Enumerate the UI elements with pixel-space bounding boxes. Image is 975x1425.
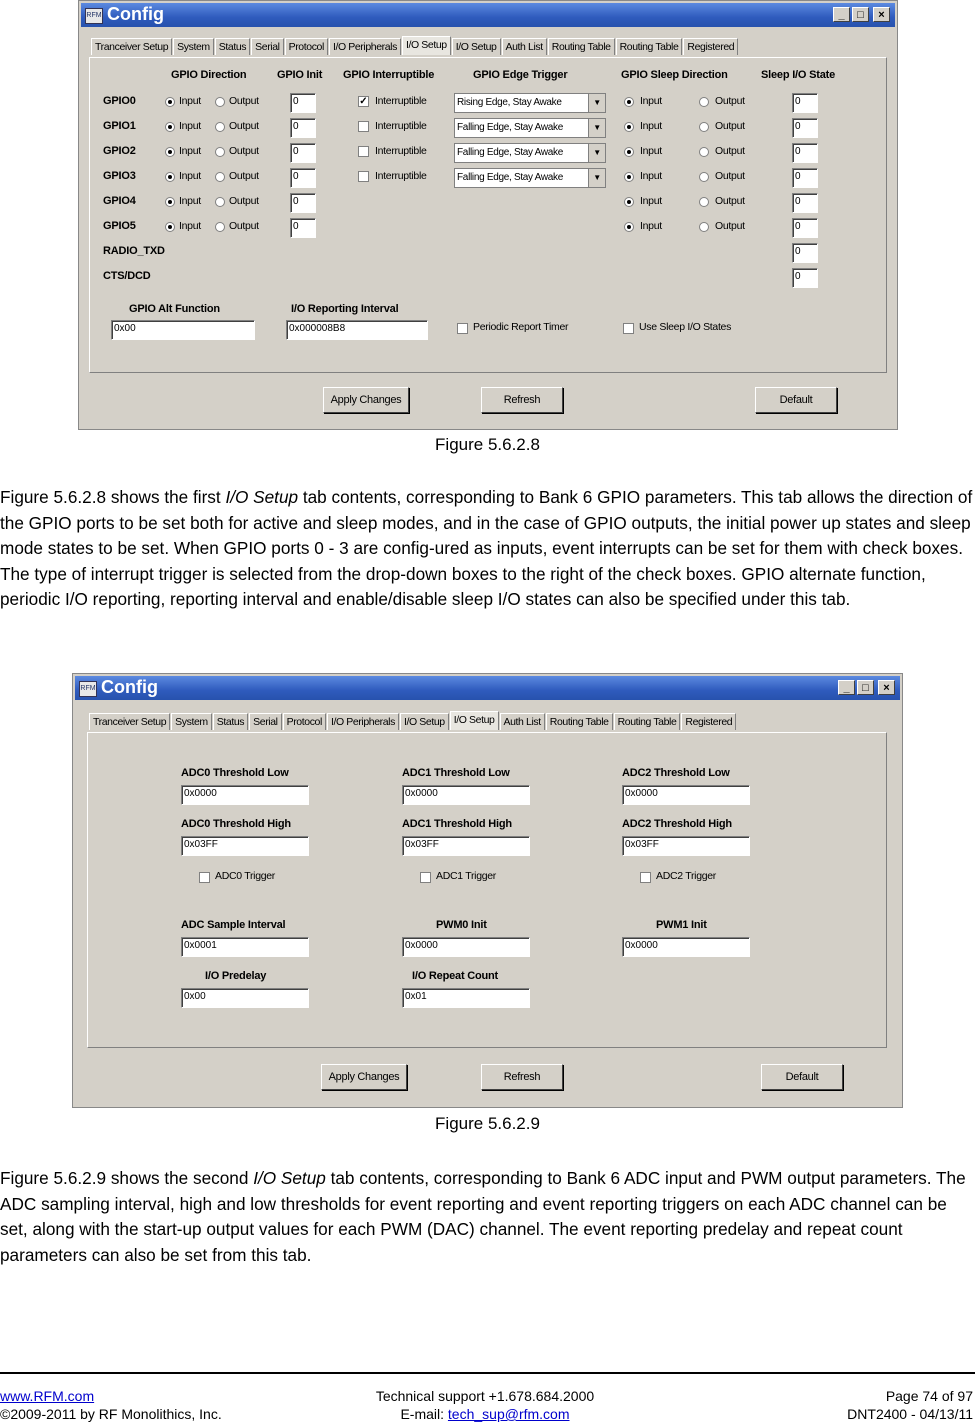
sleep-state-input[interactable]: 0 xyxy=(792,268,818,288)
use-sleep-checkbox[interactable] xyxy=(623,323,634,334)
gpio-init-input[interactable]: 0 xyxy=(290,168,316,188)
direction-output-radio[interactable] xyxy=(215,172,225,182)
sleep-input-radio[interactable] xyxy=(624,222,634,232)
gpio-row-label: GPIO2 xyxy=(103,145,136,157)
minimize-icon[interactable]: _ xyxy=(833,7,850,22)
adc-field-input[interactable]: 0x01 xyxy=(402,988,530,1008)
para1-emphasis: I/O Setup xyxy=(225,487,299,507)
edge-trigger-select[interactable] xyxy=(454,118,606,138)
gpio-row-label: GPIO0 xyxy=(103,95,136,107)
sleep-input-label: Input xyxy=(640,95,662,107)
direction-input-radio[interactable] xyxy=(165,97,175,107)
sleep-output-label: Output xyxy=(715,170,745,182)
tab-3[interactable]: Serial xyxy=(249,713,281,730)
direction-output-radio[interactable] xyxy=(215,147,225,157)
interruptible-label: Interruptible xyxy=(375,145,427,157)
apply-changes-button[interactable]: Apply Changes xyxy=(323,387,409,413)
para2-text-a: Figure 5.6.2.9 shows the second xyxy=(0,1168,254,1188)
edge-trigger-value: Rising Edge, Stay Awake xyxy=(457,97,562,108)
adc-field-input[interactable]: 0x0000 xyxy=(402,937,530,957)
adc-trigger-label: ADC0 Trigger xyxy=(215,870,276,882)
tab-6[interactable]: I/O Setup xyxy=(402,36,451,55)
para2-emphasis: I/O Setup xyxy=(253,1168,326,1188)
sleep-output-label: Output xyxy=(715,220,745,232)
col-sleep-io-state: Sleep I/O State xyxy=(761,69,836,81)
sleep-output-label: Output xyxy=(715,145,745,157)
footer-rule xyxy=(0,1372,975,1374)
adc-field-label: ADC2 Threshold Low xyxy=(622,767,730,779)
sleep-output-radio[interactable] xyxy=(699,147,709,157)
title-bar xyxy=(81,3,895,27)
tab-5[interactable]: I/O Peripherals xyxy=(329,38,401,55)
reporting-interval-label: I/O Reporting Interval xyxy=(291,303,399,315)
direction-input-radio[interactable] xyxy=(165,222,175,232)
adc-trigger-label: ADC1 Trigger xyxy=(436,870,497,882)
tab-8[interactable]: Auth List xyxy=(500,713,545,730)
adc-field-label: I/O Predelay xyxy=(205,970,267,982)
app-icon: RFM xyxy=(79,681,97,697)
tab-8[interactable]: Auth List xyxy=(502,38,547,55)
figure-caption-2: Figure 5.6.2.9 xyxy=(435,1114,540,1133)
refresh-button[interactable]: Refresh xyxy=(481,387,563,413)
adc-field-label: ADC Sample Interval xyxy=(181,919,286,931)
tab-2[interactable]: Status xyxy=(213,713,248,730)
sleep-state-input[interactable]: 0 xyxy=(792,118,818,138)
refresh-button[interactable]: Refresh xyxy=(481,1064,563,1090)
sleep-output-label: Output xyxy=(715,120,745,132)
apply-changes-button[interactable]: Apply Changes xyxy=(321,1064,407,1090)
periodic-timer-checkbox[interactable] xyxy=(457,323,468,334)
adc-field-label: PWM1 Init xyxy=(656,919,707,931)
chevron-down-icon[interactable]: ▼ xyxy=(588,119,605,137)
footer-right xyxy=(847,1387,973,1423)
tab-6[interactable]: I/O Setup xyxy=(400,713,449,730)
support-phone: Technical support +1.678.684.2000 xyxy=(375,1388,595,1404)
direction-input-label: Input xyxy=(179,145,201,157)
col-gpio-sleep-direction: GPIO Sleep Direction xyxy=(621,69,728,81)
col-gpio-direction: GPIO Direction xyxy=(171,69,247,81)
interruptible-checkbox[interactable]: ✓ xyxy=(359,96,368,107)
sleep-output-label: Output xyxy=(715,195,745,207)
direction-input-radio[interactable] xyxy=(165,172,175,182)
direction-input-radio[interactable] xyxy=(165,147,175,157)
adc-field-input[interactable]: 0x00 xyxy=(181,988,309,1008)
tab-0[interactable]: Tranceiver Setup xyxy=(91,38,172,55)
sleep-input-label: Input xyxy=(640,145,662,157)
maximize-icon[interactable]: □ xyxy=(852,7,869,22)
tab-5[interactable]: I/O Peripherals xyxy=(327,713,399,730)
chevron-down-icon[interactable]: ▼ xyxy=(588,94,605,112)
edge-trigger-select[interactable] xyxy=(454,143,606,163)
gpio-row-label: GPIO4 xyxy=(103,195,136,207)
direction-input-label: Input xyxy=(179,220,201,232)
edge-trigger-value: Falling Edge, Stay Awake xyxy=(457,122,564,133)
interruptible-label: Interruptible xyxy=(375,170,427,182)
adc-field-input[interactable]: 0x03FF xyxy=(181,836,309,856)
direction-output-radio[interactable] xyxy=(215,122,225,132)
copyright: ©2009-2011 by RF Monolithics, Inc. xyxy=(0,1406,222,1422)
maximize-icon[interactable]: □ xyxy=(857,680,874,695)
adc-field-input[interactable]: 0x0000 xyxy=(622,785,750,805)
adc-field-input[interactable]: 0x0001 xyxy=(181,937,309,957)
interruptible-checkbox[interactable] xyxy=(358,121,369,132)
direction-input-label: Input xyxy=(179,95,201,107)
interruptible-checkbox[interactable] xyxy=(358,146,369,157)
tab-7[interactable]: I/O Setup xyxy=(450,711,499,730)
gpio-row-label: GPIO1 xyxy=(103,120,136,132)
page-number: Page 74 of 97 xyxy=(885,1388,973,1404)
sleep-input-radio[interactable] xyxy=(624,197,634,207)
sleep-input-label: Input xyxy=(640,120,662,132)
tab-3[interactable]: Serial xyxy=(251,38,283,55)
adc-trigger-checkbox[interactable] xyxy=(420,872,431,883)
direction-output-label: Output xyxy=(229,170,259,182)
direction-input-label: Input xyxy=(179,195,201,207)
direction-output-label: Output xyxy=(229,145,259,157)
gpio-init-input[interactable]: 0 xyxy=(290,93,316,113)
sleep-output-radio[interactable] xyxy=(699,122,709,132)
sleep-state-input[interactable]: 0 xyxy=(792,93,818,113)
sleep-input-label: Input xyxy=(640,220,662,232)
direction-output-radio[interactable] xyxy=(215,97,225,107)
tab-7[interactable]: I/O Setup xyxy=(452,38,501,55)
adc-field-input[interactable]: 0x0000 xyxy=(402,785,530,805)
edge-trigger-select[interactable] xyxy=(454,93,606,113)
tab-9[interactable]: Routing Table xyxy=(546,713,613,730)
sleep-output-radio[interactable] xyxy=(699,197,709,207)
direction-output-label: Output xyxy=(229,220,259,232)
adc-field-input[interactable]: 0x0000 xyxy=(181,785,309,805)
window-title: Config xyxy=(107,4,164,24)
config-window-adc xyxy=(72,673,903,1108)
email-label: E-mail: xyxy=(400,1406,448,1422)
adc-field-label: ADC2 Threshold High xyxy=(622,818,732,830)
tab-4[interactable]: Protocol xyxy=(283,713,326,730)
paragraph-1 xyxy=(0,485,975,613)
sleep-input-radio[interactable] xyxy=(624,172,634,182)
chevron-down-icon[interactable]: ▼ xyxy=(588,144,605,162)
adc-field-label: ADC0 Threshold High xyxy=(181,818,291,830)
gpio-row-label: GPIO3 xyxy=(103,170,136,182)
direction-output-label: Output xyxy=(229,195,259,207)
para1-text-b: tab contents, corresponding to Bank 6 GPIO parameters. This tab allows the direction of the GPIO ports to be set both for active and sleep modes, and in the case of GPIO outputs, the initial power up states and sleep mode states to be set. When GPIO ports 0 - 3 are config-ured as inputs, event interrupts can be set for them with check boxes. The type of interrupt trigger is selected from the drop-down boxes to the right of the check boxes. GPIO alternate function, periodic I/O reporting, reporting interval and enable/disable sleep I/O states can also be specified under this tab. xyxy=(0,487,973,609)
adc-trigger-checkbox[interactable] xyxy=(640,872,651,883)
sleep-input-label: Input xyxy=(640,170,662,182)
tab-10[interactable]: Routing Table xyxy=(616,38,683,55)
para1-text-a: Figure 5.6.2.8 shows the first xyxy=(0,487,226,507)
sleep-state-input[interactable]: 0 xyxy=(792,243,818,263)
tab-1[interactable]: System xyxy=(171,713,212,730)
adc-field-label: PWM0 Init xyxy=(436,919,487,931)
alt-function-input[interactable]: 0x00 xyxy=(111,320,255,340)
gpio-init-input[interactable]: 0 xyxy=(290,143,316,163)
paragraph-2 xyxy=(0,1166,975,1268)
tab-11[interactable]: Registered xyxy=(683,38,738,55)
adc-trigger-label: ADC2 Trigger xyxy=(656,870,717,882)
tab-0[interactable]: Tranceiver Setup xyxy=(89,713,170,730)
sleep-state-input[interactable]: 0 xyxy=(792,218,818,238)
adc-field-label: ADC1 Threshold Low xyxy=(402,767,510,779)
close-icon[interactable]: × xyxy=(878,680,895,695)
minimize-icon[interactable]: _ xyxy=(838,680,855,695)
tab-strip xyxy=(89,712,737,732)
direction-input-label: Input xyxy=(179,120,201,132)
direction-input-radio[interactable] xyxy=(165,197,175,207)
gpio-row-label: GPIO5 xyxy=(103,220,136,232)
title-bar xyxy=(75,676,900,700)
default-button[interactable]: Default xyxy=(761,1064,843,1090)
window-title: Config xyxy=(101,677,158,697)
direction-output-label: Output xyxy=(229,120,259,132)
sleep-input-radio[interactable] xyxy=(624,97,634,107)
sleep-input-radio[interactable] xyxy=(624,147,634,157)
adc-field-input[interactable]: 0x03FF xyxy=(402,836,530,856)
website-link[interactable]: www.RFM.com xyxy=(0,1388,95,1404)
tab-1[interactable]: System xyxy=(173,38,214,55)
use-sleep-label: Use Sleep I/O States xyxy=(639,321,732,333)
tab-9[interactable]: Routing Table xyxy=(548,38,615,55)
sleep-input-radio[interactable] xyxy=(624,122,634,132)
gpio-init-input[interactable]: 0 xyxy=(290,118,316,138)
adc-field-label: ADC0 Threshold Low xyxy=(181,767,289,779)
adc-trigger-checkbox[interactable] xyxy=(199,872,210,883)
email-link[interactable]: tech_sup@rfm.com xyxy=(447,1406,570,1422)
app-icon: RFM xyxy=(85,8,103,24)
sleep-state-input[interactable]: 0 xyxy=(792,143,818,163)
gpio-init-input[interactable]: 0 xyxy=(290,218,316,238)
footer-left xyxy=(0,1387,222,1423)
direction-input-radio[interactable] xyxy=(165,122,175,132)
tab-strip xyxy=(91,37,739,57)
footer-center xyxy=(330,1387,640,1423)
doc-id: DNT2400 - 04/13/11 xyxy=(847,1406,973,1422)
col-gpio-edge-trigger: GPIO Edge Trigger xyxy=(473,69,568,81)
col-gpio-interruptible: GPIO Interruptible xyxy=(343,69,435,81)
config-window-gpio xyxy=(78,0,898,430)
direction-output-radio[interactable] xyxy=(215,222,225,232)
edge-trigger-select[interactable] xyxy=(454,168,606,188)
chevron-down-icon[interactable]: ▼ xyxy=(588,169,605,187)
tab-2[interactable]: Status xyxy=(215,38,250,55)
figure-caption-1: Figure 5.6.2.8 xyxy=(435,435,540,454)
sleep-output-radio[interactable] xyxy=(699,172,709,182)
gpio-init-input[interactable]: 0 xyxy=(290,193,316,213)
para2-text-b: tab contents, corresponding to Bank 6 ADC input and PWM output parameters. The ADC sampling interval, high and low thresholds for event reporting and event reporting triggers on each ADC channel can be set, along with the start-up output values for each PWM (DAC) channel. The event reporting predelay and repeat count parameters can also be set from this tab. xyxy=(0,1168,966,1265)
sleep-output-radio[interactable] xyxy=(699,222,709,232)
sleep-output-radio[interactable] xyxy=(699,97,709,107)
interruptible-checkbox[interactable] xyxy=(358,171,369,182)
tab-4[interactable]: Protocol xyxy=(285,38,328,55)
sleep-output-label: Output xyxy=(715,95,745,107)
interruptible-label: Interruptible xyxy=(375,95,427,107)
direction-output-label: Output xyxy=(229,95,259,107)
adc-field-label: I/O Repeat Count xyxy=(412,970,499,982)
sleep-state-input[interactable]: 0 xyxy=(792,168,818,188)
sleep-input-label: Input xyxy=(640,195,662,207)
gpio-row-label: RADIO_TXD xyxy=(103,245,165,257)
default-button[interactable]: Default xyxy=(755,387,837,413)
interruptible-label: Interruptible xyxy=(375,120,427,132)
adc-field-input[interactable]: 0x0000 xyxy=(622,937,750,957)
reporting-interval-input[interactable]: 0x000008B8 xyxy=(286,320,428,340)
close-icon[interactable]: × xyxy=(873,7,890,22)
col-gpio-init: GPIO Init xyxy=(277,69,323,81)
periodic-timer-label: Periodic Report Timer xyxy=(473,321,569,333)
sleep-state-input[interactable]: 0 xyxy=(792,193,818,213)
edge-trigger-value: Falling Edge, Stay Awake xyxy=(457,172,564,183)
adc-field-input[interactable]: 0x03FF xyxy=(622,836,750,856)
direction-input-label: Input xyxy=(179,170,201,182)
gpio-row-label: CTS/DCD xyxy=(103,270,151,282)
alt-function-label: GPIO Alt Function xyxy=(129,303,220,315)
adc-field-label: ADC1 Threshold High xyxy=(402,818,512,830)
direction-output-radio[interactable] xyxy=(215,197,225,207)
tab-11[interactable]: Registered xyxy=(681,713,736,730)
edge-trigger-value: Falling Edge, Stay Awake xyxy=(457,147,564,158)
tab-10[interactable]: Routing Table xyxy=(614,713,681,730)
